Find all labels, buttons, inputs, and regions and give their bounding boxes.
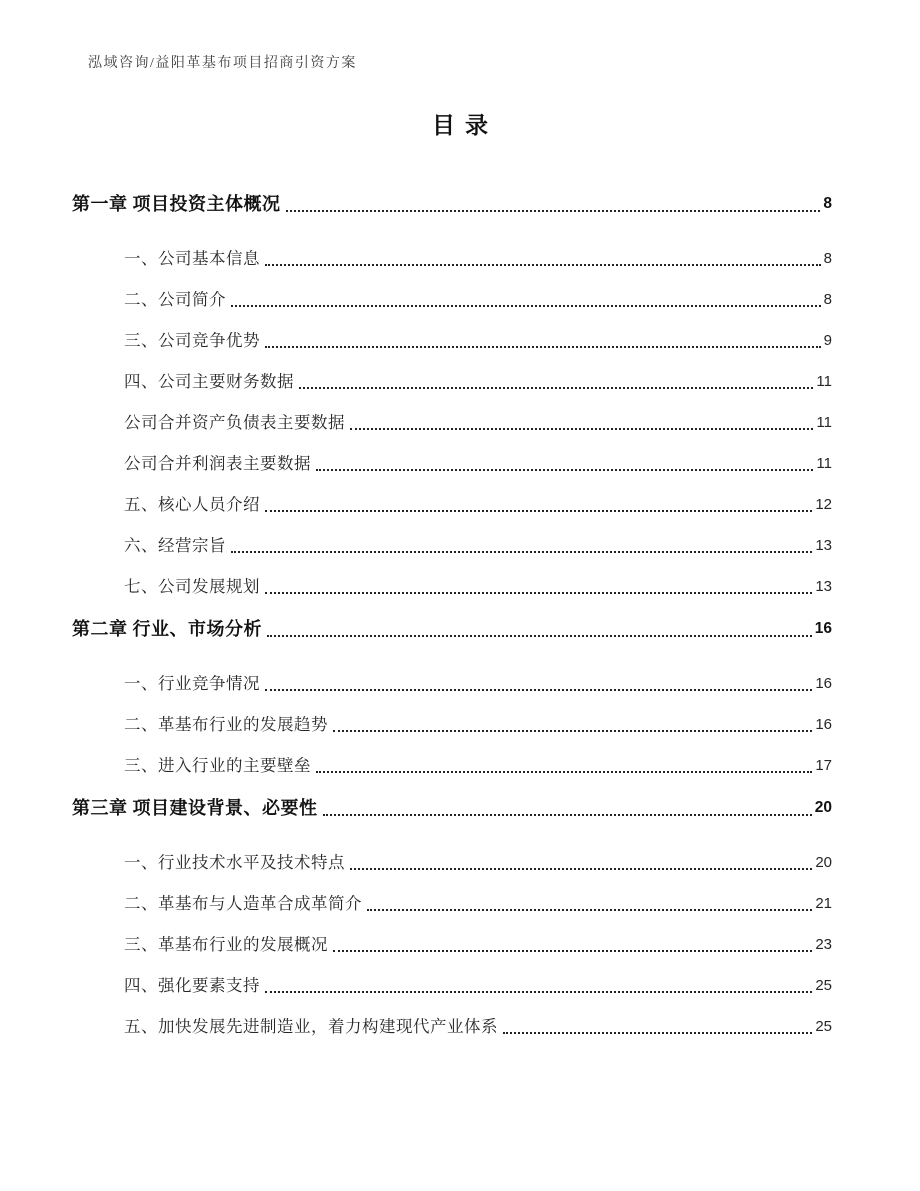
toc-entry-label: 二、革基布与人造革合成革简介 [124,894,362,913]
dot-leader [265,592,812,594]
toc-entry-page: 17 [815,757,832,774]
dot-leader [316,469,813,471]
toc-entry-page: 9 [823,332,832,349]
dot-leader [350,868,812,870]
toc-entry-page: 8 [823,291,832,308]
dot-leader [350,428,813,430]
dot-leader [265,991,812,993]
toc-entry-label: 三、进入行业的主要壁垒 [124,756,311,775]
toc-entry-label: 四、强化要素支持 [124,976,260,995]
toc-item-row[interactable] [72,712,832,737]
toc-entry-label: 五、加快发展先进制造业，着力构建现代产业体系 [124,1017,498,1036]
toc-entry-page: 25 [815,1018,832,1035]
toc-item-row[interactable] [72,932,832,957]
toc-item-row[interactable] [72,753,832,778]
dot-leader [333,950,812,952]
toc-item-row[interactable] [72,328,832,353]
toc-item-row[interactable] [72,287,832,312]
toc-item-row[interactable] [72,533,832,558]
toc-chapter-row[interactable] [72,615,832,643]
toc-item-row[interactable] [72,574,832,599]
toc-entry-label: 三、公司竞争优势 [124,331,260,350]
toc-entry-page: 25 [815,977,832,994]
toc-item-row[interactable] [72,492,832,517]
dot-leader [267,635,812,637]
toc-item-row[interactable] [72,410,832,435]
toc-entry-label: 一、行业技术水平及技术特点 [124,853,345,872]
dot-leader [316,771,812,773]
toc-item-row[interactable] [72,891,832,916]
dot-leader [367,909,812,911]
toc-entry-label: 第三章 项目建设背景、必要性 [72,798,318,818]
toc-entry-page: 13 [815,537,832,554]
toc-entry-label: 四、公司主要财务数据 [124,372,294,391]
toc-item-row[interactable] [72,246,832,271]
toc-entry-page: 8 [823,250,832,267]
dot-leader [286,210,821,212]
toc-entry-page: 11 [816,373,832,390]
dot-leader [323,814,812,816]
toc-entry-label: 第一章 项目投资主体概况 [72,194,281,214]
toc [0,190,920,1039]
document-header: 泓域咨询/益阳革基布项目招商引资方案 [88,56,357,71]
toc-entry-page: 13 [815,578,832,595]
dot-leader [265,689,812,691]
toc-entry-page: 20 [814,799,832,816]
dot-leader [231,551,812,553]
toc-entry-page: 8 [823,195,832,212]
toc-entry-label: 二、公司简介 [124,290,226,309]
toc-entry-label: 公司合并资产负债表主要数据 [124,413,345,432]
toc-entry-page: 11 [816,414,832,431]
toc-entry-label: 一、公司基本信息 [124,249,260,268]
toc-entry-label: 一、行业竞争情况 [124,674,260,693]
toc-item-row[interactable] [72,671,832,696]
toc-entry-page: 23 [815,936,832,953]
toc-item-row[interactable] [72,1014,832,1039]
toc-entry-page: 16 [814,620,832,637]
toc-item-row[interactable] [72,451,832,476]
toc-entry-label: 三、革基布行业的发展概况 [124,935,328,954]
toc-entry-label: 六、经营宗旨 [124,536,226,555]
toc-chapter-row[interactable] [72,794,832,822]
toc-entry-page: 16 [815,716,832,733]
toc-entry-label: 二、革基布行业的发展趋势 [124,715,328,734]
toc-entry-label: 公司合并利润表主要数据 [124,454,311,473]
dot-leader [333,730,812,732]
toc-entry-label: 七、公司发展规划 [124,577,260,596]
toc-entry-page: 21 [815,895,832,912]
toc-entry-page: 20 [815,854,832,871]
toc-entry-page: 11 [816,455,832,472]
toc-entry-label: 第二章 行业、市场分析 [72,619,262,639]
toc-entry-page: 12 [815,496,832,513]
dot-leader [299,387,813,389]
toc-entry-page: 16 [815,675,832,692]
toc-entry-label: 五、核心人员介绍 [124,495,260,514]
dot-leader [503,1032,812,1034]
dot-leader [231,305,821,307]
dot-leader [265,510,812,512]
dot-leader [265,264,821,266]
toc-item-row[interactable] [72,369,832,394]
toc-item-row[interactable] [72,973,832,998]
dot-leader [265,346,821,348]
toc-item-row[interactable] [72,850,832,875]
toc-chapter-row[interactable] [72,190,832,218]
page-title: 目录 [432,113,498,138]
